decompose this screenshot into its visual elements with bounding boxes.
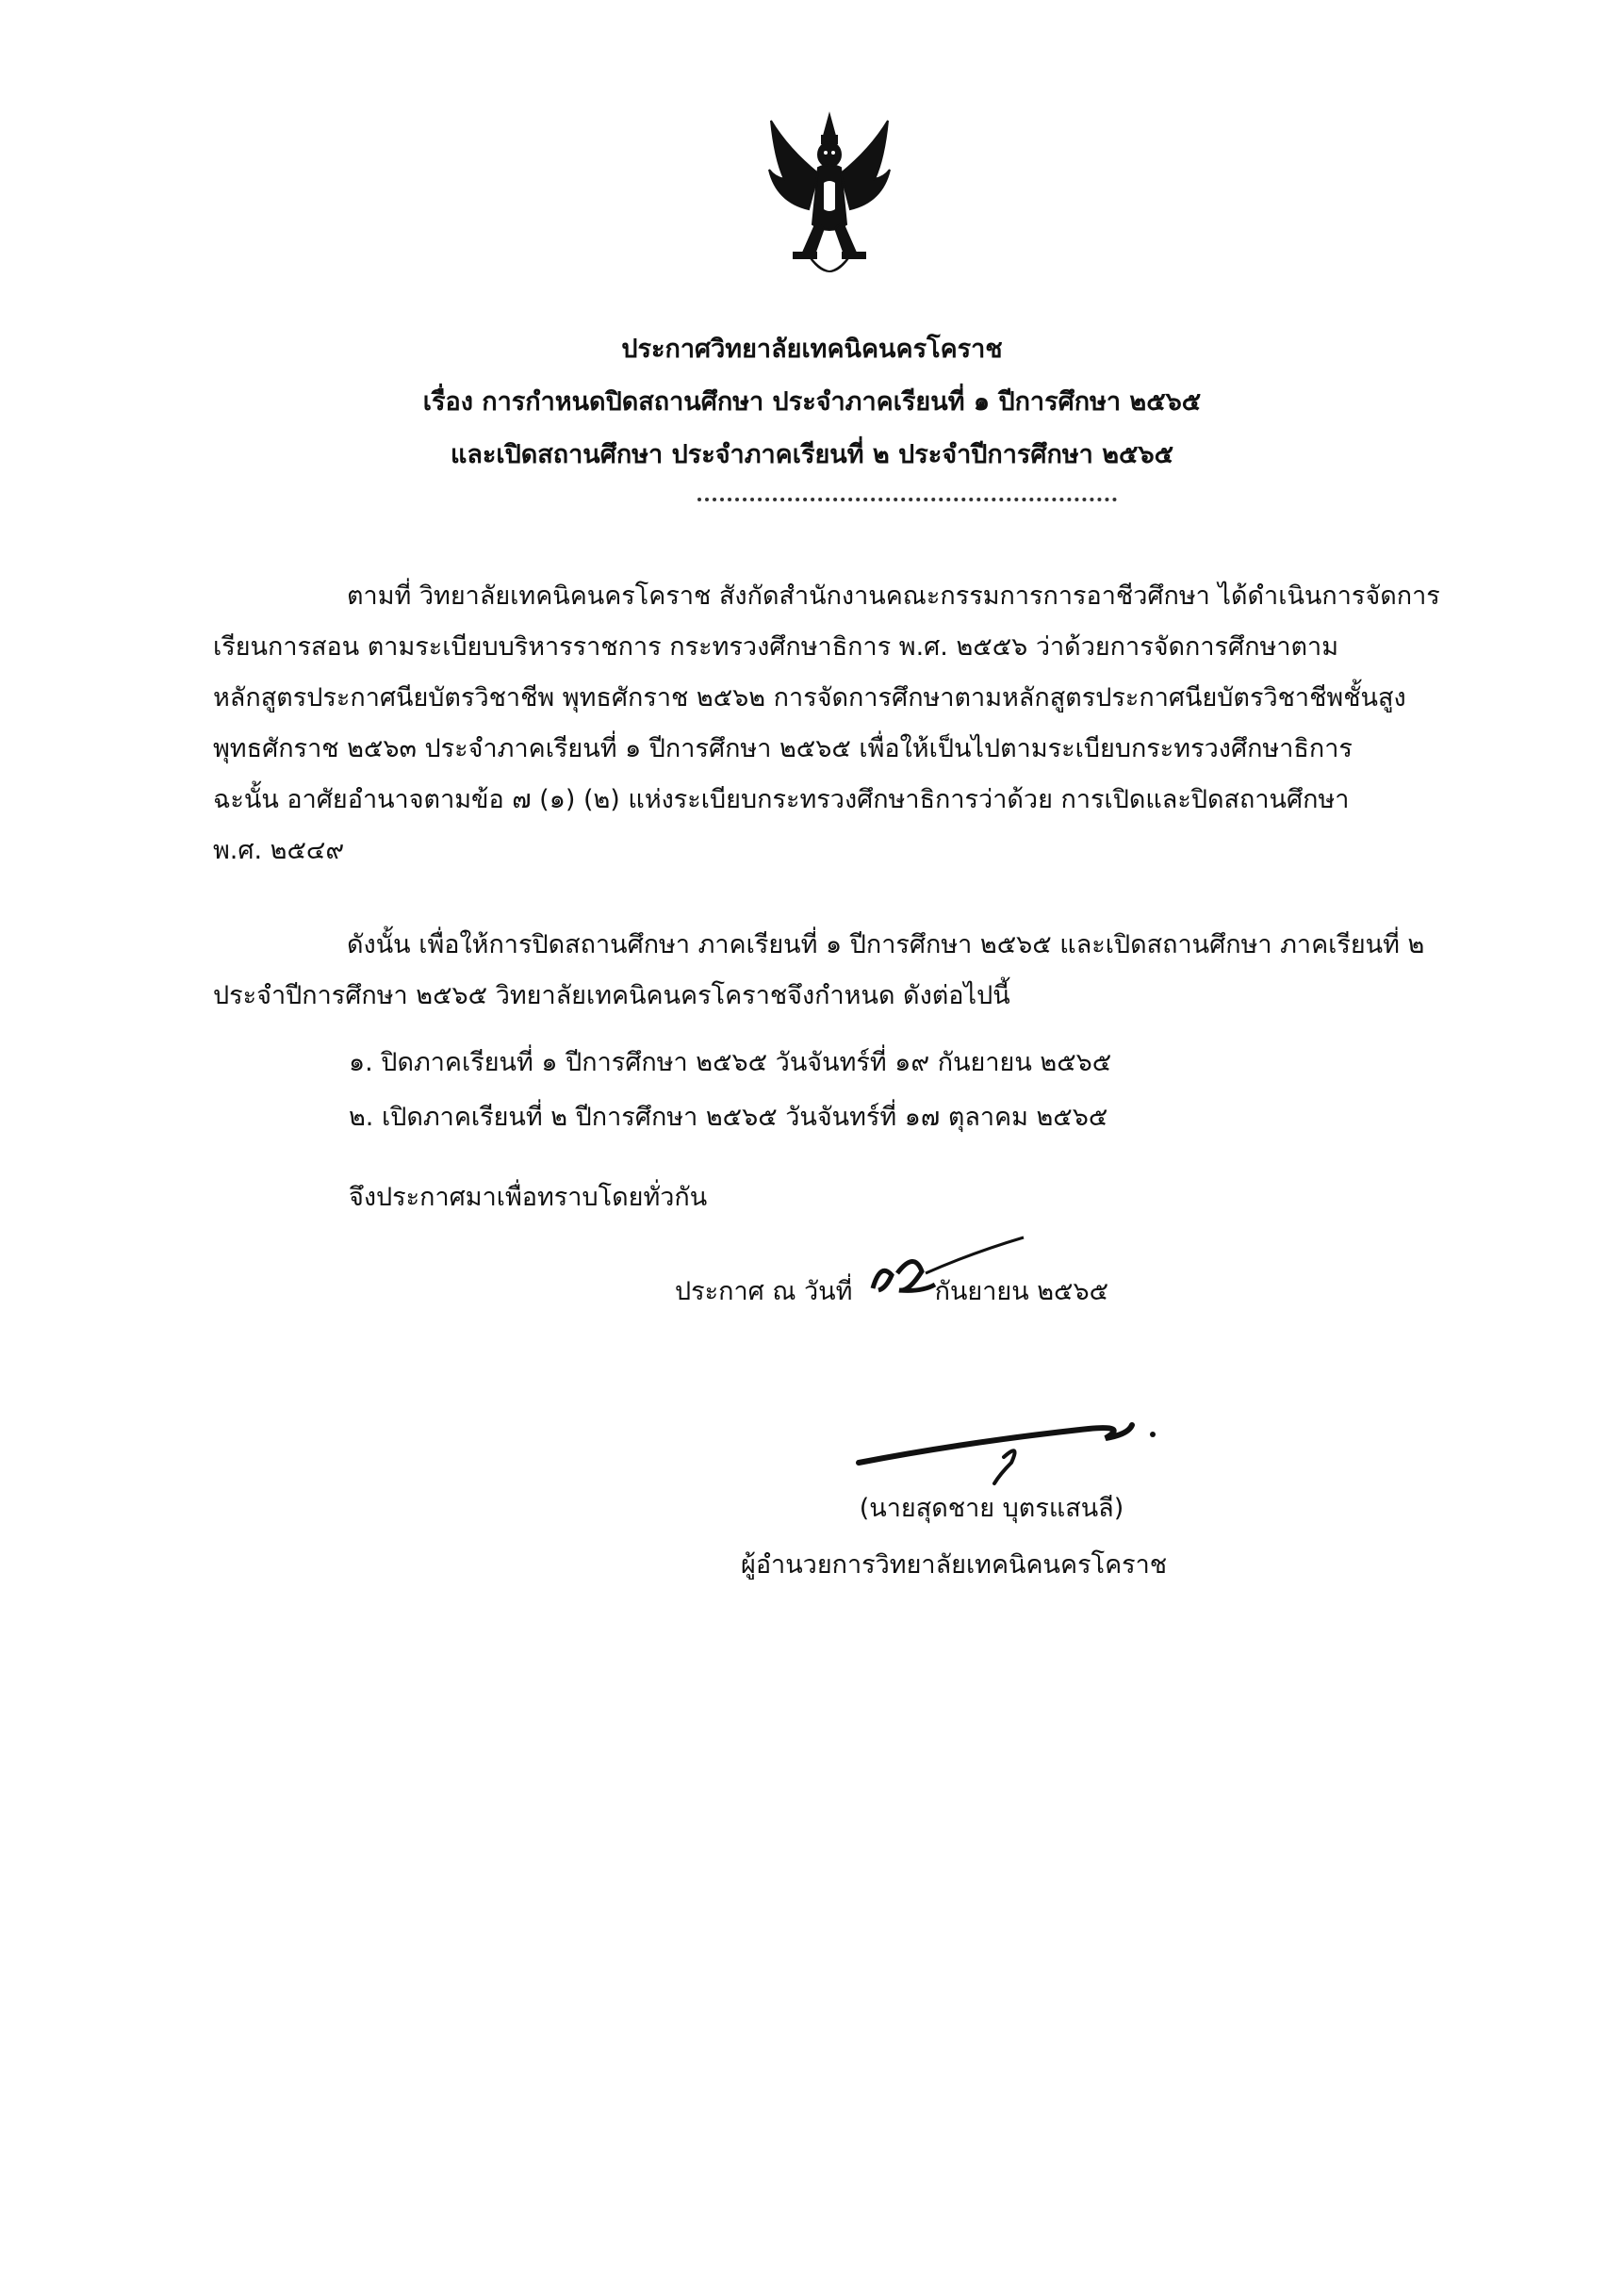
text-line: เรียนการสอน ตามระเบียบบริหารราชการ กระทรวงศึกษาธิการ พ.ศ. ๒๕๕๖ ว่าด้วยการจัดการศึกษาตาม xyxy=(213,632,1338,662)
body-paragraph-2 xyxy=(213,920,1467,1022)
text-line: ฉะนั้น อาศัยอำนาจตามข้อ ๗ (๑) (๒) แห่งระเบียบกระทรวงศึกษาธิการว่าด้วย การเปิดและปิดสถานศึกษา xyxy=(213,785,1350,814)
date-month-year: กันยายน ๒๕๖๕ xyxy=(934,1277,1109,1306)
text-line: พุทธศักราช ๒๕๖๓ ประจำภาคเรียนที่ ๑ ปีการศึกษา ๒๕๖๕ เพื่อให้เป็นไปตามระเบียบกระทรวงศึกษาธิการ xyxy=(213,734,1353,763)
closing-statement: จึงประกาศมาเพื่อทราบโดยทั่วกัน xyxy=(349,1183,708,1212)
dotted-separator xyxy=(697,498,1117,501)
text-line: พ.ศ. ๒๕๔๙ xyxy=(213,836,345,865)
signatory-position: ผู้อำนวยการวิทยาลัยเทคนิคนครโคราช xyxy=(741,1550,1168,1580)
body-paragraph-1 xyxy=(213,571,1467,876)
garuda-emblem-icon xyxy=(765,111,894,296)
announcement-subject-line2: และเปิดสถานศึกษา ประจำภาคเรียนที่ ๒ ประจำปีการศึกษา ๒๕๖๕ xyxy=(450,440,1174,469)
text-line: ดังนั้น เพื่อให้การปิดสถานศึกษา ภาคเรียนที่ ๑ ปีการศึกษา ๒๕๖๕ และเปิดสถานศึกษา ภาคเรียนที่ ๒ xyxy=(347,930,1425,959)
list-item: ๒. เปิดภาคเรียนที่ ๒ ปีการศึกษา ๒๕๖๕ วันจันทร์ที่ ๑๗ ตุลาคม ๒๕๖๕ xyxy=(349,1103,1108,1132)
announcement-subject-line1: เรื่อง การกำหนดปิดสถานศึกษา ประจำภาคเรียนที่ ๑ ปีการศึกษา ๒๕๖๕ xyxy=(422,387,1202,417)
signatory-name: (นายสุดชาย บุตรแสนลี) xyxy=(859,1494,1124,1523)
text-line: ประจำปีการศึกษา ๒๕๖๕ วิทยาลัยเทคนิคนครโคราชจึงกำหนด ดังต่อไปนี้ xyxy=(213,981,1010,1010)
text-line: ตามที่ วิทยาลัยเทคนิคนครโคราช สังกัดสำนักงานคณะกรรมการการอาชีวศึกษา ได้ดำเนินการจัดการ xyxy=(347,581,1440,611)
list-item: ๑. ปิดภาคเรียนที่ ๑ ปีการศึกษา ๒๕๖๕ วันจันทร์ที่ ๑๙ กันยายน ๒๕๖๕ xyxy=(349,1048,1112,1077)
announcement-title: ประกาศวิทยาลัยเทคนิคนครโคราช xyxy=(621,335,1003,364)
date-prefix: ประกาศ ณ วันที่ xyxy=(675,1277,853,1306)
text-line: หลักสูตรประกาศนียบัตรวิชาชีพ พุทธศักราช ๒๕๖๒ การจัดการศึกษาตามหลักสูตรประกาศนียบัตรวิชาชีพชั้นสูง xyxy=(213,683,1406,712)
handwritten-day-icon xyxy=(860,1230,1029,1305)
